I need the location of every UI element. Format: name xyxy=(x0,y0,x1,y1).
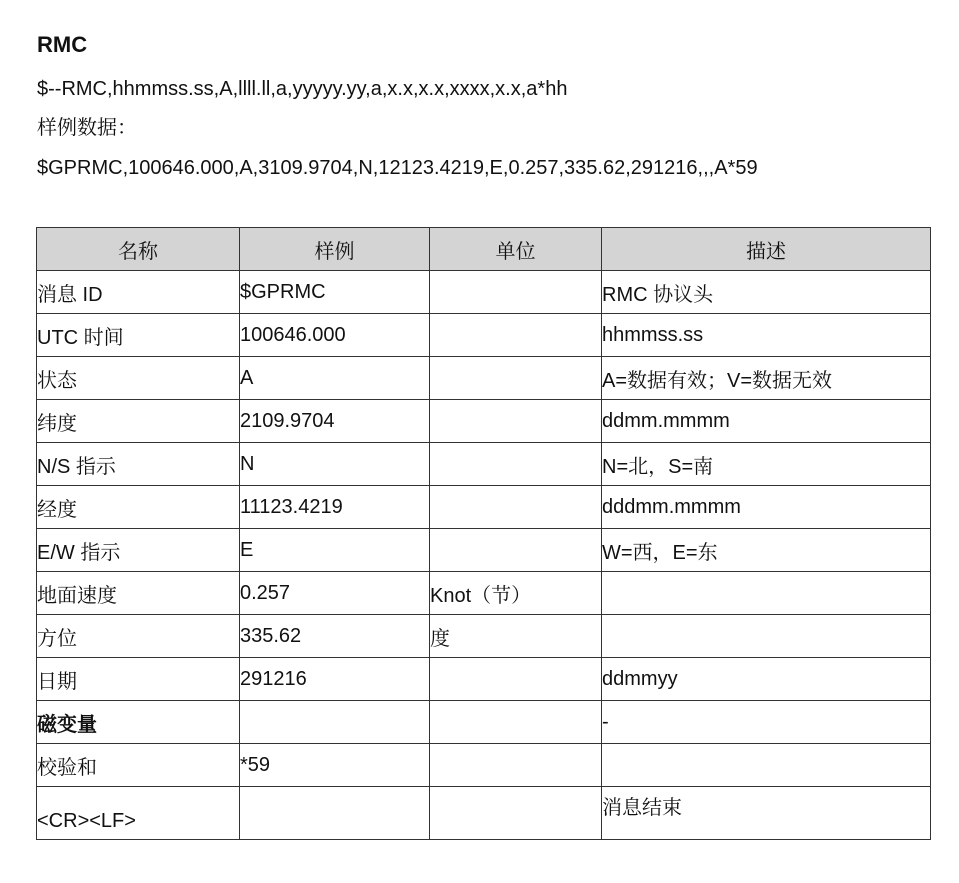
cell-unit xyxy=(430,357,602,400)
cell-name: 方位 xyxy=(37,615,240,658)
cell-example xyxy=(240,701,430,744)
cell-description: 消息结束 xyxy=(602,787,931,840)
cell-description xyxy=(602,615,931,658)
cell-description: W=西，E=东 xyxy=(602,529,931,572)
header-name: 名称 xyxy=(37,228,240,271)
cell-description: - xyxy=(602,701,931,744)
cell-example: 100646.000 xyxy=(240,314,430,357)
cell-description xyxy=(602,572,931,615)
cell-name: 日期 xyxy=(37,658,240,701)
table-row xyxy=(37,443,931,486)
cell-description: A=数据有效；V=数据无效 xyxy=(602,357,931,400)
cell-example: $GPRMC xyxy=(240,271,430,314)
cell-unit xyxy=(430,486,602,529)
table-row xyxy=(37,357,931,400)
cell-example: *59 xyxy=(240,744,430,787)
cell-unit xyxy=(430,658,602,701)
cell-description: dddmm.mmmm xyxy=(602,486,931,529)
cell-name: 消息 ID xyxy=(37,271,240,314)
cell-name: N/S 指示 xyxy=(37,443,240,486)
cell-example: 291216 xyxy=(240,658,430,701)
cell-unit xyxy=(430,271,602,314)
table-header-row xyxy=(37,228,931,271)
cell-example: N xyxy=(240,443,430,486)
cell-unit: Knot（节） xyxy=(430,572,602,615)
cell-name: 校验和 xyxy=(37,744,240,787)
table-row xyxy=(37,744,931,787)
sample-data-label: 样例数据： xyxy=(37,117,137,139)
cell-unit xyxy=(430,314,602,357)
table-row xyxy=(37,615,931,658)
sample-sentence: $GPRMC,100646.000,A,3109.9704,N,12123.4219,E,0.257,335.62,291216,,,A*59 xyxy=(37,157,758,179)
cell-name: 磁变量 xyxy=(37,701,240,744)
cell-example: E xyxy=(240,529,430,572)
cell-example: 11123.4219 xyxy=(240,486,430,529)
table-row xyxy=(37,271,931,314)
cell-description: hhmmss.ss xyxy=(602,314,931,357)
table-row xyxy=(37,787,931,840)
rmc-fields-table xyxy=(36,227,931,840)
cell-unit xyxy=(430,787,602,840)
cell-description: ddmmyy xyxy=(602,658,931,701)
cell-description: ddmm.mmmm xyxy=(602,400,931,443)
cell-unit xyxy=(430,701,602,744)
cell-unit xyxy=(430,443,602,486)
cell-name: E/W 指示 xyxy=(37,529,240,572)
cell-name: UTC 时间 xyxy=(37,314,240,357)
header-example: 样例 xyxy=(240,228,430,271)
document-title: RMC xyxy=(37,32,88,57)
table-row xyxy=(37,658,931,701)
rmc-format-line: $--RMC,hhmmss.ss,A,llll.ll,a,yyyyy.yy,a,x.x,x.x,xxxx,x.x,a*hh xyxy=(37,78,568,100)
cell-unit: 度 xyxy=(430,615,602,658)
table-row xyxy=(37,314,931,357)
cell-description: RMC 协议头 xyxy=(602,271,931,314)
table-row xyxy=(37,529,931,572)
cell-unit xyxy=(430,400,602,443)
cell-name: 状态 xyxy=(37,357,240,400)
table-row xyxy=(37,486,931,529)
cell-example: 0.257 xyxy=(240,572,430,615)
table-row xyxy=(37,701,931,744)
cell-example: A xyxy=(240,357,430,400)
cell-name: 纬度 xyxy=(37,400,240,443)
cell-name: 经度 xyxy=(37,486,240,529)
table-row xyxy=(37,400,931,443)
cell-unit xyxy=(430,744,602,787)
cell-name: 地面速度 xyxy=(37,572,240,615)
header-unit: 单位 xyxy=(430,228,602,271)
cell-description: N=北，S=南 xyxy=(602,443,931,486)
cell-example xyxy=(240,787,430,840)
cell-description xyxy=(602,744,931,787)
cell-example: 2109.9704 xyxy=(240,400,430,443)
cell-unit xyxy=(430,529,602,572)
table-row xyxy=(37,572,931,615)
cell-name: <CR><LF> xyxy=(37,787,240,840)
cell-example: 335.62 xyxy=(240,615,430,658)
header-description: 描述 xyxy=(602,228,931,271)
